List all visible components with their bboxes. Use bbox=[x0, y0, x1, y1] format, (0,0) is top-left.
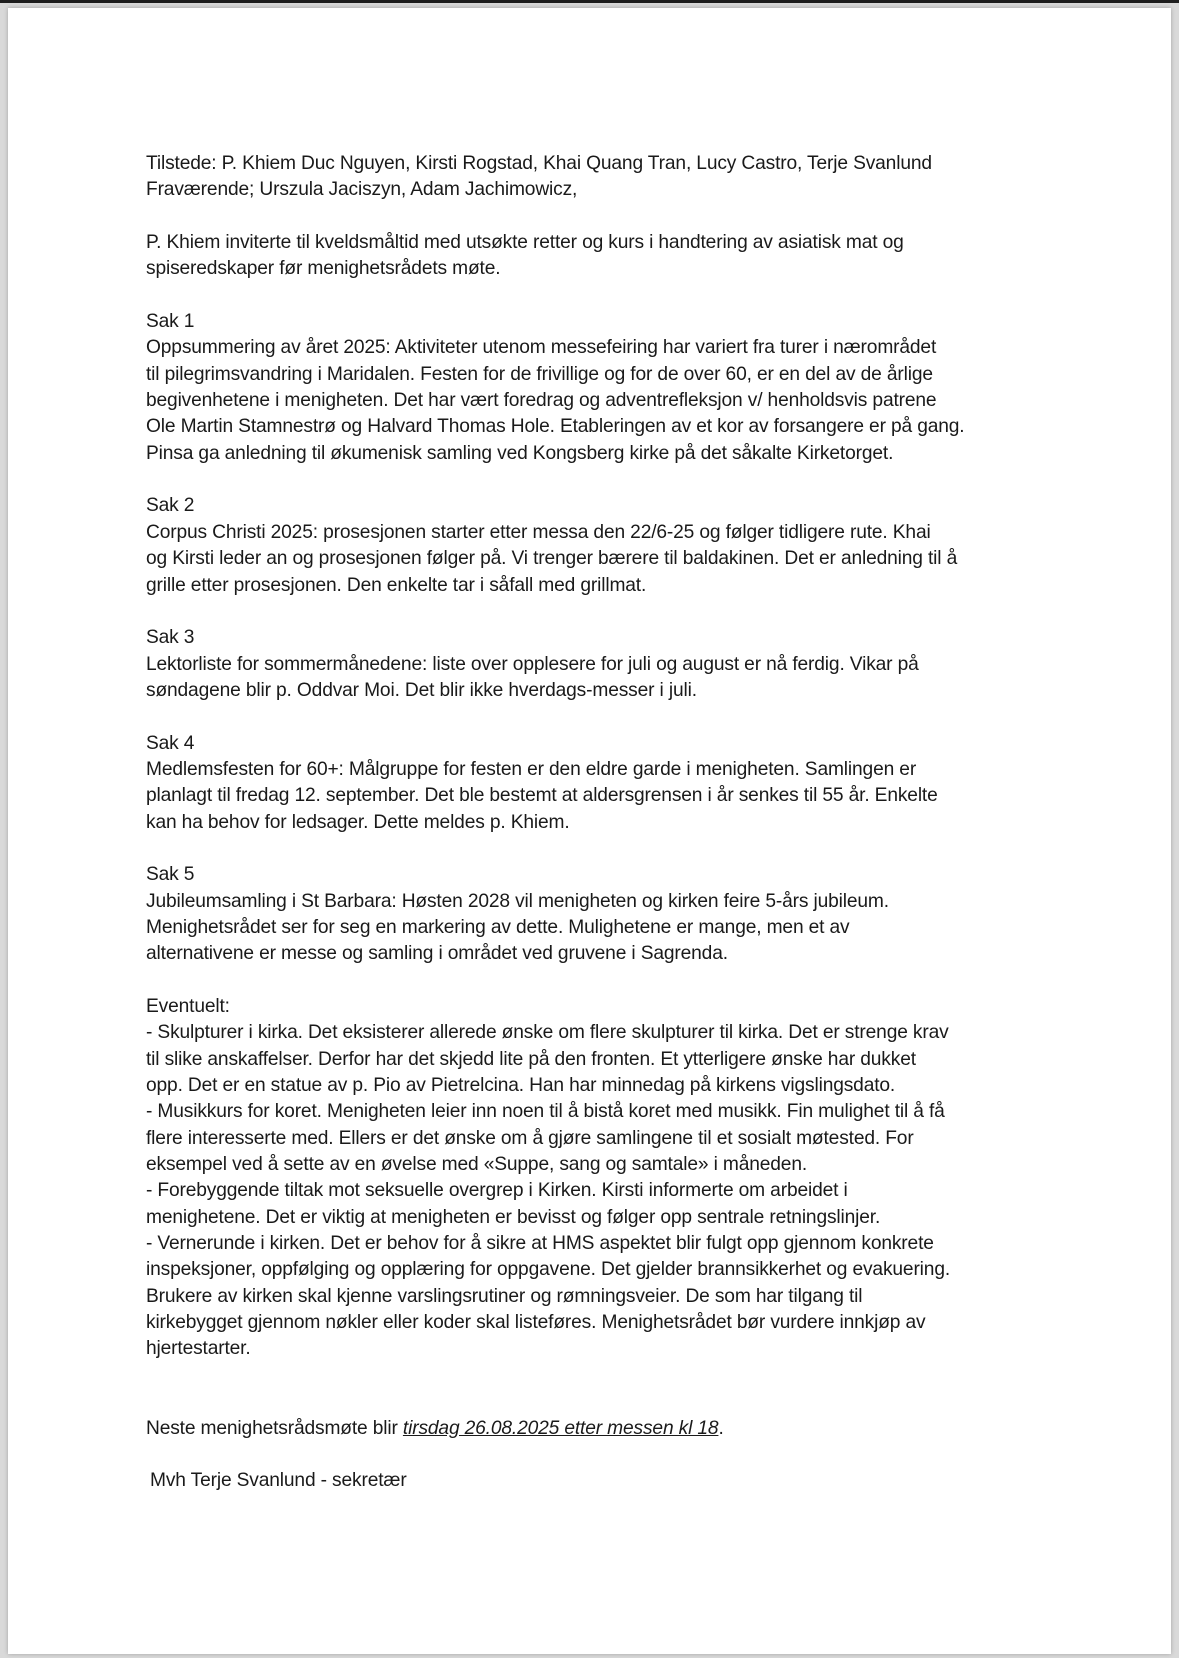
text-line: Lektorliste for sommermånedene: liste over opplesere for juli og august er nå ferdig. Vikar på bbox=[146, 653, 919, 675]
text-line: Medlemsfesten for 60+: Målgruppe for festen er den eldre garde i menigheten. Samlingen er bbox=[146, 758, 917, 780]
item-heading: Sak 5 bbox=[146, 864, 195, 886]
text-line: alternativene er messe og samling i området ved gruvene i Sagrenda. bbox=[146, 943, 728, 965]
text-line: - Skulpturer i kirka. Det eksisterer allerede ønske om flere skulpturer til kirka. Det er strenge krav bbox=[146, 1022, 949, 1044]
document-page bbox=[8, 8, 1171, 1654]
text-line: spiseredskaper før menighetsrådets møte. bbox=[146, 258, 501, 280]
text-line: opp. Det er en statue av p. Pio av Pietrelcina. Han har minnedag på kirkens vigslingsdato. bbox=[146, 1075, 896, 1097]
text-line: til pilegrimsvandring i Maridalen. Festen for de frivillige og for de over 60, er en del av de årlige bbox=[146, 363, 933, 385]
item-heading: Sak 3 bbox=[146, 627, 195, 649]
item-heading: Sak 4 bbox=[146, 732, 195, 754]
text-line: Oppsummering av året 2025: Aktiviteter utenom messefeiring har variert fra turer i nærområdet bbox=[146, 337, 937, 359]
text-line: Corpus Christi 2025: prosesjonen starter etter messa den 22/6-25 og følger tidligere rute. Khai bbox=[146, 521, 931, 543]
next-meeting bbox=[146, 1416, 1046, 1442]
text-line: planlagt til fredag 12. september. Det ble bestemt at aldersgrensen i år senkes til 55 år. Enkelte bbox=[146, 785, 938, 807]
text-line: - Musikkurs for koret. Menigheten leier inn noen til å bistå koret med musikk. Fin mulighet til å få bbox=[146, 1101, 945, 1123]
text-line: P. Khiem inviterte til kveldsmåltid med utsøkte retter og kurs i handtering av asiatisk mat og bbox=[146, 232, 904, 254]
agenda-item-3 bbox=[146, 625, 1046, 704]
text-line: menighetene. Det er viktig at menigheten er bevisst og følger opp sentrale retningslinjer. bbox=[146, 1206, 881, 1228]
text-line: begivenhetene i menigheten. Det har vært foredrag og adventrefleksjon v/ henholdsvis patrene bbox=[146, 390, 937, 412]
text-line: flere interesserte med. Ellers er det ønske om å gjøre samlingene til et sosialt møtested. For bbox=[146, 1127, 914, 1149]
intro-paragraph bbox=[146, 230, 1046, 283]
attendance-section bbox=[146, 151, 1046, 204]
window-top-bar bbox=[0, 0, 1179, 3]
text-line: Brukere av kirken skal kjenne varslingsrutiner og rømningsveier. De som har tilgang til bbox=[146, 1285, 863, 1307]
agenda-item-2 bbox=[146, 493, 1046, 598]
next-meeting-suffix: . bbox=[718, 1417, 724, 1439]
attendance-present: Tilstede: P. Khiem Duc Nguyen, Kirsti Rogstad, Khai Quang Tran, Lucy Castro, Terje Svanlund bbox=[146, 153, 932, 174]
text-line: hjertestarter. bbox=[146, 1338, 251, 1360]
next-meeting-prefix: Neste menighetsrådsmøte blir bbox=[146, 1417, 403, 1439]
text-line: inspeksjoner, oppfølging og opplæring for oppgavene. Det gjelder brannsikkerhet og evakuering. bbox=[146, 1259, 951, 1281]
signature: Mvh Terje Svanlund - sekretær bbox=[150, 1470, 407, 1492]
text-line: søndagene blir p. Oddvar Moi. Det blir ikke hverdags-messer i juli. bbox=[146, 679, 697, 701]
item-heading: Sak 2 bbox=[146, 495, 195, 517]
agenda-item-5 bbox=[146, 862, 1046, 967]
text-line: grille etter prosesjonen. Den enkelte tar i såfall med grillmat. bbox=[146, 574, 647, 596]
attendance-absent: Fraværende; Urszula Jaciszyn, Adam Jachimowicz, bbox=[146, 179, 578, 201]
text-line: kan ha behov for ledsager. Dette meldes p. Khiem. bbox=[146, 811, 570, 833]
text-line: Menighetsrådet ser for seg en markering av dette. Mulighetene er mange, men et av bbox=[146, 916, 850, 938]
text-line: - Vernerunde i kirken. Det er behov for å sikre at HMS aspektet blir fulgt opp gjennom konkrete bbox=[146, 1233, 934, 1255]
text-line: kirkebygget gjennom nøkler eller koder skal listeføres. Menighetsrådet bør vurdere innkjøp av bbox=[146, 1312, 926, 1334]
text-line: og Kirsti leder an og prosesjonen følger på. Vi trenger bærere til baldakinen. Det er anledning til å bbox=[146, 548, 958, 570]
eventuelt-section bbox=[146, 994, 1046, 1363]
text-line: Jubileumsamling i St Barbara: Høsten 2028 vil menigheten og kirken feire 5-års jubileum. bbox=[146, 890, 889, 912]
text-line: Pinsa ga anledning til økumenisk samling ved Kongsberg kirke på det såkalte Kirketorget. bbox=[146, 442, 894, 464]
item-heading: Sak 1 bbox=[146, 311, 195, 333]
document-body bbox=[146, 151, 1046, 1495]
text-line: Ole Martin Stamnestrø og Halvard Thomas Hole. Etableringen av et kor av forsangere er på gang. bbox=[146, 416, 965, 438]
text-line: - Forebyggende tiltak mot seksuelle overgrep i Kirken. Kirsti informerte om arbeidet i bbox=[146, 1180, 848, 1202]
agenda-item-4 bbox=[146, 731, 1046, 836]
eventuelt-heading: Eventuelt: bbox=[146, 996, 230, 1017]
agenda-item-1 bbox=[146, 309, 1046, 467]
text-line: til slike anskaffelser. Derfor har det skjedd lite på den fronten. Et ytterligere ønske har dukket bbox=[146, 1048, 916, 1070]
text-line: eksempel ved å sette av en øvelse med «Suppe, sang og samtale» i måneden. bbox=[146, 1154, 808, 1176]
next-meeting-date: tirsdag 26.08.2025 etter messen kl 18 bbox=[402, 1417, 719, 1439]
